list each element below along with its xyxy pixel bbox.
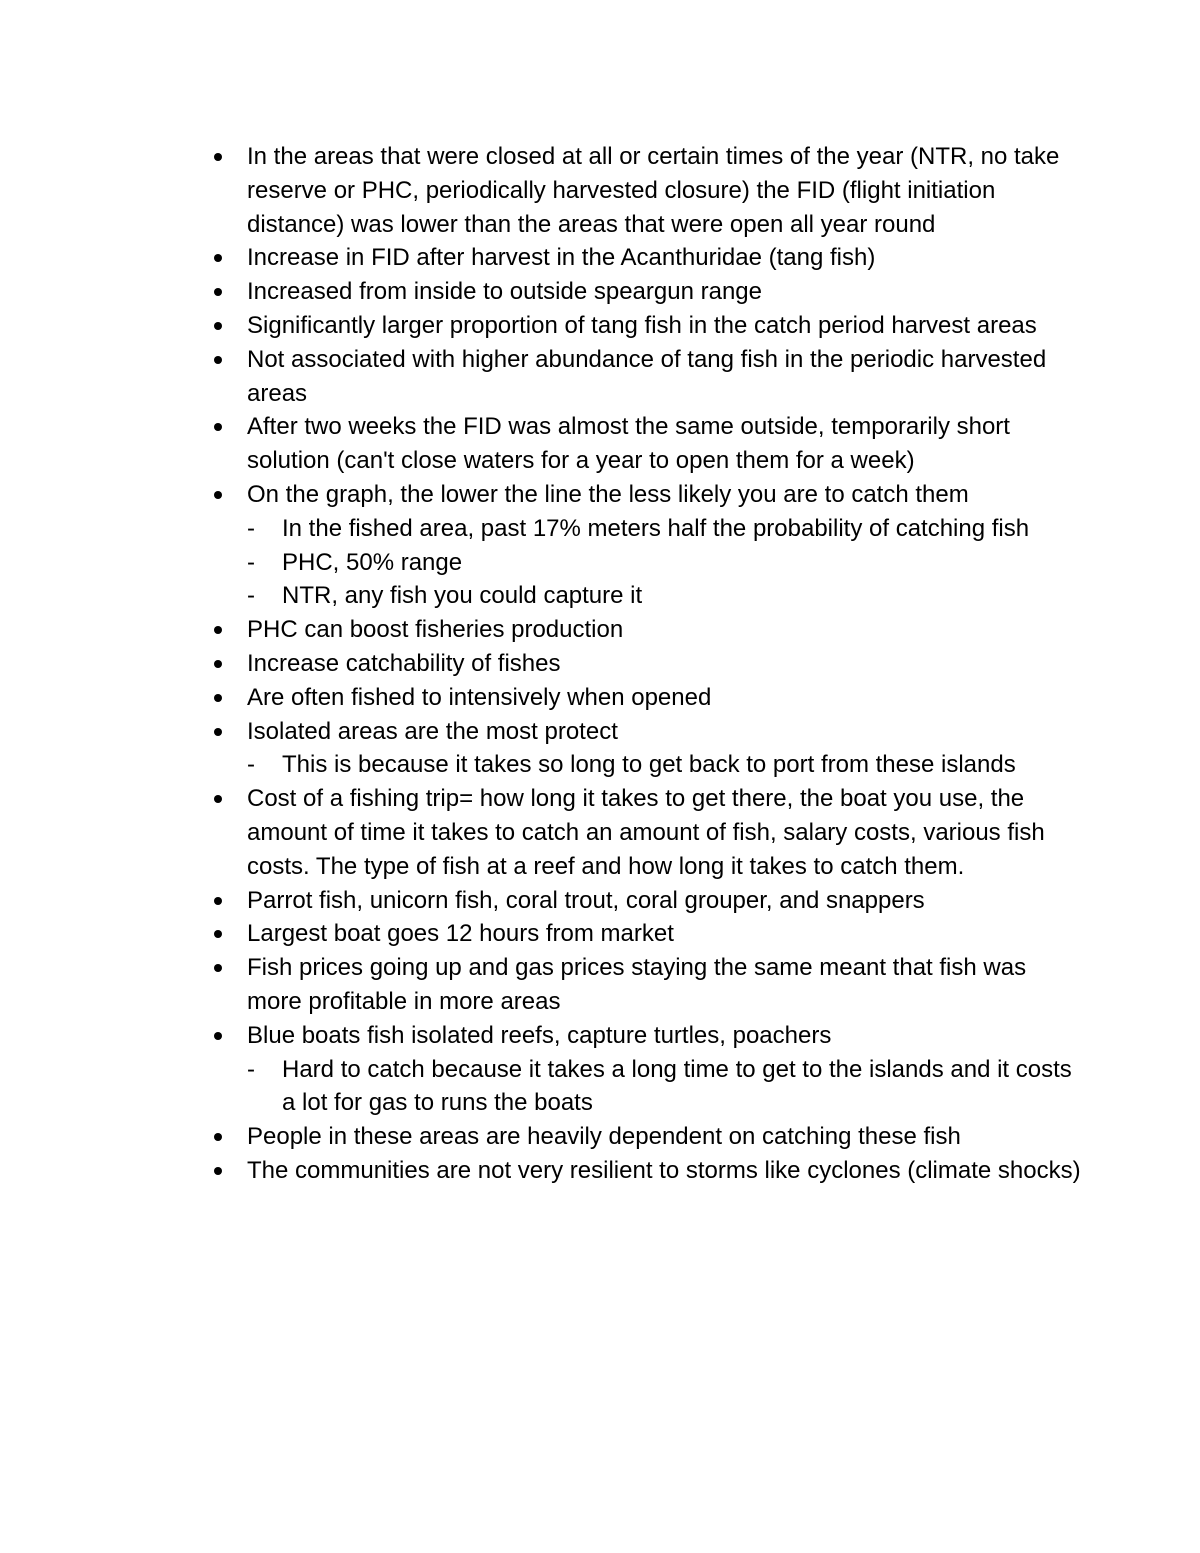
sub-bullet-text: Hard to catch because it takes a long time to get to the islands and it costs a lot for gas to runs the boats <box>282 1055 1072 1117</box>
bullet-item <box>212 917 1082 951</box>
bullet-item <box>212 410 1082 478</box>
bullet-text: Not associated with higher abundance of tang fish in the periodic harvested areas <box>247 345 1047 407</box>
dash-marker-icon: - <box>247 1055 255 1083</box>
bullet-item <box>212 309 1082 343</box>
sub-bullet-text: This is because it takes so long to get back to port from these islands <box>282 751 1016 779</box>
bullet-text: Cost of a fishing trip= how long it takes to get there, the boat you use, the amount of time it takes to catch an amount of fish, salary costs, various fish costs. The type of fish at a reef and how long it takes to catch them. <box>247 785 1045 880</box>
bullet-text: People in these areas are heavily dependent on catching these fish <box>247 1123 961 1151</box>
bullet-text: Significantly larger proportion of tang fish in the catch period harvest areas <box>247 311 1037 339</box>
sub-bullet-list <box>247 748 1082 782</box>
dash-marker-icon: - <box>247 751 255 779</box>
bullet-text: On the graph, the lower the line the less likely you are to catch them <box>247 480 969 508</box>
bullet-item <box>212 715 1082 783</box>
bullet-dot-icon <box>214 1133 222 1141</box>
bullet-text: Isolated areas are the most protect <box>247 717 618 745</box>
bullet-item <box>212 1120 1082 1154</box>
bullet-dot-icon <box>214 322 222 330</box>
bullet-item <box>212 782 1082 883</box>
bullet-text: PHC can boost fisheries production <box>247 616 624 644</box>
sub-bullet-text: In the fished area, past 17% meters half the probability of catching fish <box>282 514 1030 542</box>
sub-bullet-text: NTR, any fish you could capture it <box>282 582 643 610</box>
bullet-text: In the areas that were closed at all or certain times of the year (NTR, no take reserve or PHC, periodically harvested closure) the FID (flight initiation distance) was lower than the areas that were open all year round <box>247 143 1060 238</box>
sub-bullet-item <box>247 512 1082 546</box>
sub-bullet-item <box>247 546 1082 580</box>
bullet-text: Increase in FID after harvest in the Acanthuridae (tang fish) <box>247 244 876 272</box>
bullet-dot-icon <box>214 795 222 803</box>
bullet-text: Fish prices going up and gas prices staying the same meant that fish was more profitable in more areas <box>247 954 1027 1015</box>
dash-marker-icon: - <box>247 582 255 610</box>
bullet-text: Blue boats fish isolated reefs, capture turtles, poachers <box>247 1021 832 1049</box>
bullet-dot-icon <box>214 254 222 262</box>
bullet-dot-icon <box>214 356 222 364</box>
bullet-item <box>212 613 1082 647</box>
bullet-item <box>212 241 1082 275</box>
sub-bullet-list <box>247 512 1082 613</box>
bullet-text: After two weeks the FID was almost the same outside, temporarily short solution (can't close waters for a year to open them for a week) <box>247 413 1010 475</box>
bullet-item <box>212 478 1082 613</box>
sub-bullet-item <box>247 579 1082 613</box>
bullet-text: Are often fished to intensively when opened <box>247 683 712 711</box>
bullet-dot-icon <box>214 423 222 431</box>
bullet-dot-icon <box>214 1167 222 1175</box>
bullet-item <box>212 140 1082 241</box>
bullet-dot-icon <box>214 660 222 668</box>
bullet-item <box>212 681 1082 715</box>
bullet-dot-icon <box>214 964 222 972</box>
bullet-dot-icon <box>214 288 222 296</box>
bullet-item <box>212 1154 1082 1188</box>
dash-marker-icon: - <box>247 514 255 542</box>
sub-bullet-text: PHC, 50% range <box>282 548 463 576</box>
bullet-text: Increase catchability of fishes <box>247 649 561 677</box>
bullet-text: The communities are not very resilient to storms like cyclones (climate shocks) <box>247 1156 1081 1184</box>
bullet-item <box>212 1019 1082 1120</box>
bullet-text: Increased from inside to outside speargun range <box>247 278 762 306</box>
bullet-list <box>212 140 1082 1188</box>
bullet-text: Largest boat goes 12 hours from market <box>247 920 674 948</box>
sub-bullet-item <box>247 1053 1082 1121</box>
bullet-item <box>212 343 1082 411</box>
sub-bullet-item <box>247 748 1082 782</box>
bullet-dot-icon <box>214 930 222 938</box>
bullet-text: Parrot fish, unicorn fish, coral trout, coral grouper, and snappers <box>247 886 925 914</box>
sub-bullet-list <box>247 1053 1082 1121</box>
bullet-dot-icon <box>214 1032 222 1040</box>
bullet-item <box>212 951 1082 1019</box>
bullet-item <box>212 884 1082 918</box>
bullet-dot-icon <box>214 728 222 736</box>
bullet-dot-icon <box>214 897 222 905</box>
dash-marker-icon: - <box>247 548 255 576</box>
bullet-item <box>212 275 1082 309</box>
bullet-dot-icon <box>214 626 222 634</box>
bullet-dot-icon <box>214 153 222 161</box>
bullet-item <box>212 647 1082 681</box>
bullet-dot-icon <box>214 491 222 499</box>
bullet-dot-icon <box>214 694 222 702</box>
